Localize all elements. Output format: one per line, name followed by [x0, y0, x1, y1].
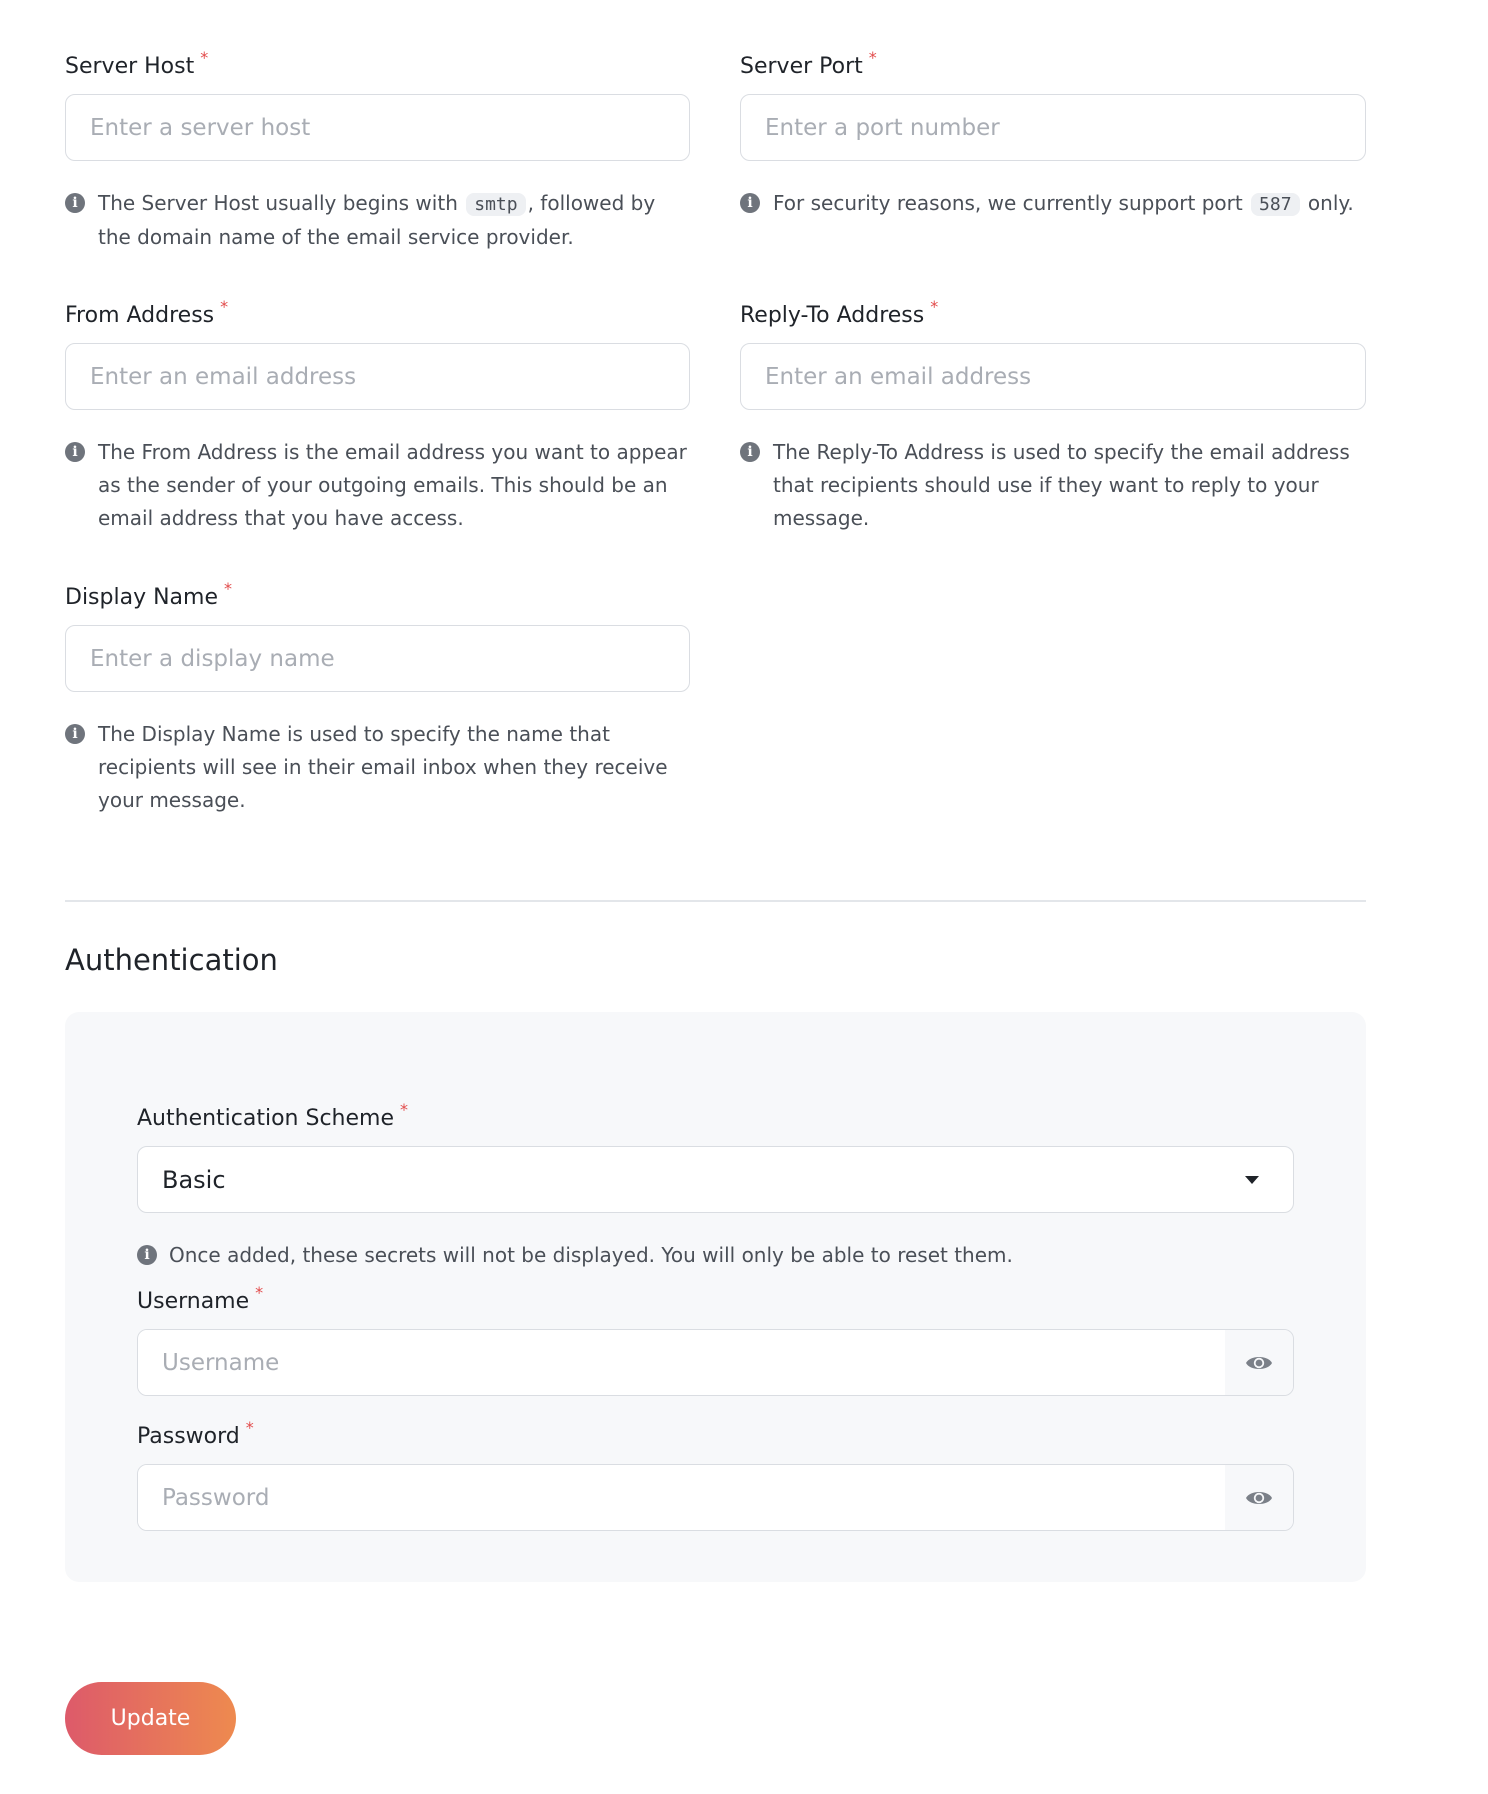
required-marker: * — [245, 1418, 254, 1437]
display-name-hint: i The Display Name is used to specify the name that recipients will see in their email inbox when they receive your message. — [65, 718, 690, 817]
port-code: 587 — [1251, 193, 1300, 216]
username-label: Username * — [137, 1283, 264, 1314]
reply-to-address-label: Reply-To Address * — [740, 297, 939, 328]
password-group — [137, 1418, 1294, 1531]
info-icon: i — [65, 724, 85, 744]
info-icon: i — [65, 193, 85, 213]
username-group — [137, 1283, 1294, 1396]
from-address-input[interactable] — [65, 343, 690, 410]
server-host-label: Server Host * — [65, 48, 209, 79]
reply-to-address-hint: i The Reply-To Address is used to specify the email address that recipients should use if they want to reply to your message. — [740, 436, 1366, 535]
required-marker: * — [200, 48, 209, 67]
auth-scheme-select[interactable] — [137, 1146, 1294, 1213]
required-marker: * — [224, 579, 232, 598]
auth-scheme-group — [137, 1100, 1294, 1272]
server-port-input[interactable] — [740, 94, 1366, 161]
update-button[interactable]: Update — [65, 1682, 236, 1755]
from-address-hint: i The From Address is the email address you want to appear as the sender of your outgoing emails. This should be an email address that you have access. — [65, 436, 690, 535]
username-visibility-toggle[interactable] — [1225, 1330, 1293, 1395]
authentication-card — [65, 1012, 1366, 1582]
server-host-hint: i The Server Host usually begins with smtp , followed by the domain name of the email service provider. — [65, 187, 690, 254]
auth-scheme-label: Authentication Scheme * — [137, 1100, 408, 1131]
section-divider — [65, 900, 1366, 902]
info-icon: i — [740, 442, 760, 462]
from-address-label: From Address * — [65, 297, 229, 328]
required-marker: * — [400, 1100, 408, 1119]
required-marker: * — [220, 297, 229, 316]
info-icon: i — [65, 442, 85, 462]
required-marker: * — [930, 297, 939, 316]
caret-down-icon — [1245, 1176, 1259, 1184]
password-input[interactable] — [138, 1465, 1225, 1530]
from-address-group — [65, 297, 690, 535]
display-name-label: Display Name * — [65, 579, 232, 610]
server-host-input[interactable] — [65, 94, 690, 161]
server-port-label: Server Port * — [740, 48, 877, 79]
auth-scheme-value: Basic — [162, 1165, 226, 1194]
authentication-heading: Authentication — [65, 943, 278, 977]
server-port-hint: i For security reasons, we currently support port 587 only. — [740, 187, 1366, 221]
reply-to-address-group — [740, 297, 1366, 535]
info-icon: i — [740, 193, 760, 213]
password-field — [137, 1464, 1294, 1531]
server-host-group — [65, 48, 690, 254]
eye-icon — [1245, 1353, 1273, 1373]
username-input[interactable] — [138, 1330, 1225, 1395]
display-name-input[interactable] — [65, 625, 690, 692]
password-label: Password * — [137, 1418, 254, 1449]
required-marker: * — [255, 1283, 264, 1302]
required-marker: * — [868, 48, 877, 67]
display-name-group — [65, 579, 690, 817]
smtp-code: smtp — [466, 193, 525, 216]
info-icon: i — [137, 1245, 157, 1265]
password-visibility-toggle[interactable] — [1225, 1465, 1293, 1530]
server-port-group — [740, 48, 1366, 221]
username-field — [137, 1329, 1294, 1396]
secrets-notice: i Once added, these secrets will not be displayed. You will only be able to reset them. — [137, 1239, 1294, 1272]
eye-icon — [1245, 1488, 1273, 1508]
reply-to-address-input[interactable] — [740, 343, 1366, 410]
